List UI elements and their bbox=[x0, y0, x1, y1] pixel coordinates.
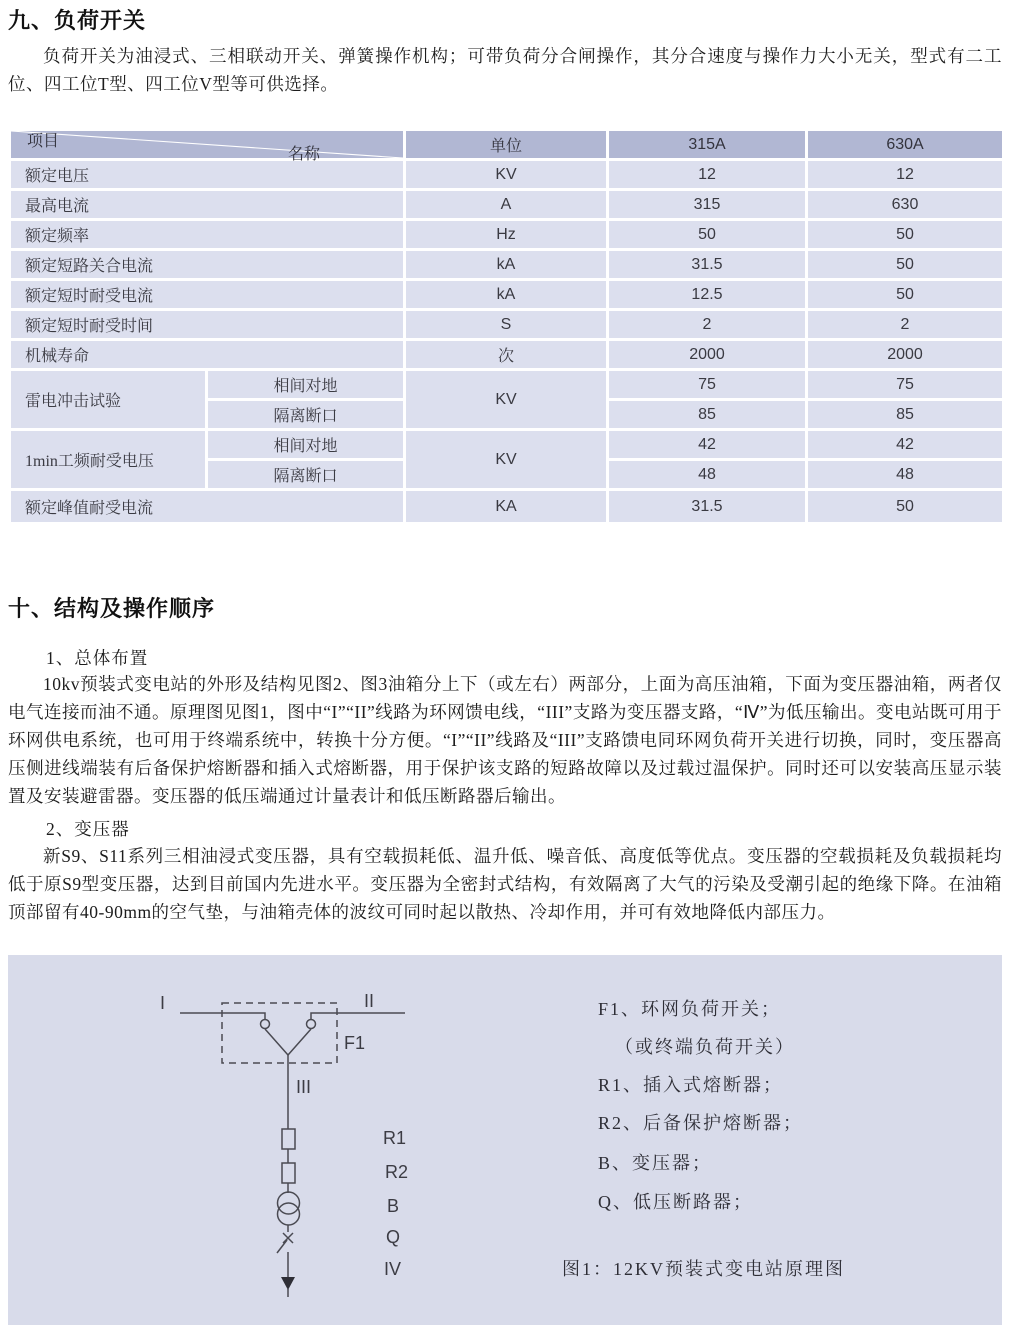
section9-heading: 九、负荷开关 bbox=[8, 8, 147, 33]
row-unit: KV bbox=[405, 160, 608, 190]
row-label: 额定短时耐受电流 bbox=[10, 280, 405, 310]
row-value-315: 12.5 bbox=[608, 280, 807, 310]
table-row bbox=[10, 190, 1004, 220]
row-value-630: 50 bbox=[807, 220, 1004, 250]
row-value-630: 2000 bbox=[807, 340, 1004, 370]
table-row bbox=[10, 250, 1004, 280]
table-header-row bbox=[10, 130, 1004, 160]
group-value-630: 75 bbox=[807, 370, 1004, 400]
label-iv: IV bbox=[384, 1259, 402, 1279]
group-value-630: 48 bbox=[807, 460, 1004, 490]
table-row bbox=[10, 490, 1004, 524]
section10-paragraph1: 10kv预装式变电站的外形及结构见图2、图3油箱分上下（或左右）两部分，上面为高压油箱，下面为变压器油箱，两者仅电气连接而油不通。原理图见图1，图中“I”“II”线路为环网馈电线，“III”支路为变压器支路，“Ⅳ”为低压输出。变电站既可用于环网供电系统，也可用于终端系统中，转换十分方便。“I”“II”线路及“III”支路馈电同环网负荷开关进行切换，同时，变压器高压侧进线端装有后备保护熔断器和插入式熔断器，用于保护该支路的短路故障以及过载过温保护。同时还可以安装高压显示装置及安装避雷器。变压器的低压端通过计量表计和低压断路器后输出。 bbox=[8, 674, 1003, 806]
header-unit: 单位 bbox=[405, 130, 608, 160]
row-value-315: 50 bbox=[608, 220, 807, 250]
group-value-315: 48 bbox=[608, 460, 807, 490]
section10-paragraph2: 新S9、S11系列三相油浸式变压器，具有空载损耗低、温升低、噪音低、高度低等优点。变压器的空载损耗及负载损耗均低于原S9型变压器，达到目前国内先进水平。变压器为全密封式结构，有效隔离了大气的污染及受潮引起的绝缘下降。在油箱顶部留有40-90mm的空气垫，与油箱壳体的波纹可同时起以散热、冷却作用，并可有效地降低内部压力。 bbox=[8, 846, 1002, 922]
label-branch-III: III bbox=[296, 1077, 312, 1097]
group-unit: KV bbox=[405, 370, 608, 430]
row-unit: kA bbox=[405, 250, 608, 280]
table-row bbox=[10, 340, 1004, 370]
label-f1: F1 bbox=[344, 1033, 366, 1053]
label-b: B bbox=[387, 1196, 400, 1216]
row-label: 额定短路关合电流 bbox=[10, 250, 405, 280]
row-label: 额定峰值耐受电流 bbox=[10, 490, 405, 524]
label-q: Q bbox=[386, 1227, 401, 1247]
table-group-row bbox=[10, 430, 1004, 460]
row-value-315: 31.5 bbox=[608, 490, 807, 524]
legend-item: （或终端负荷开关） bbox=[615, 1037, 795, 1057]
row-value-315: 2000 bbox=[608, 340, 807, 370]
group-value-315: 85 bbox=[608, 400, 807, 430]
legend-item: B、变压器； bbox=[598, 1153, 713, 1173]
spec-table bbox=[8, 128, 1005, 525]
legend-item: F1、环网负荷开关； bbox=[598, 999, 782, 1019]
table-row bbox=[10, 220, 1004, 250]
row-value-630: 50 bbox=[807, 490, 1004, 524]
circuit-diagram bbox=[8, 955, 448, 1325]
row-label: 机械寿命 bbox=[10, 340, 405, 370]
row-value-315: 12 bbox=[608, 160, 807, 190]
switch-contact-right-icon bbox=[307, 1020, 316, 1029]
group-value-315: 75 bbox=[608, 370, 807, 400]
row-unit: KA bbox=[405, 490, 608, 524]
row-value-315: 315 bbox=[608, 190, 807, 220]
label-line-I: I bbox=[160, 993, 166, 1013]
row-label: 额定短时耐受时间 bbox=[10, 310, 405, 340]
header-315a: 315A bbox=[608, 130, 807, 160]
row-value-630: 2 bbox=[807, 310, 1004, 340]
row-value-630: 630 bbox=[807, 190, 1004, 220]
breaker-q-icon bbox=[283, 1233, 293, 1243]
diagonal-header-cell bbox=[10, 130, 405, 163]
row-unit: S bbox=[405, 310, 608, 340]
group-label: 雷电冲击试验 bbox=[10, 370, 207, 430]
label-r2: R2 bbox=[385, 1162, 409, 1182]
load-switch-box bbox=[222, 1003, 337, 1063]
group-sub-label: 隔离断口 bbox=[207, 400, 405, 430]
group-value-630: 42 bbox=[807, 430, 1004, 460]
row-label: 最高电流 bbox=[10, 190, 405, 220]
header-corner-top-label: 名称 bbox=[288, 146, 321, 163]
group-unit: KV bbox=[405, 430, 608, 490]
row-value-630: 12 bbox=[807, 160, 1004, 190]
table-group-row bbox=[10, 370, 1004, 400]
group-value-315: 42 bbox=[608, 430, 807, 460]
group-value-630: 85 bbox=[807, 400, 1004, 430]
output-arrow-icon bbox=[281, 1277, 295, 1290]
group-sub-label: 相间对地 bbox=[207, 370, 405, 400]
row-value-630: 50 bbox=[807, 250, 1004, 280]
label-line-II: II bbox=[364, 991, 375, 1011]
row-value-630: 50 bbox=[807, 280, 1004, 310]
group-sub-label: 隔离断口 bbox=[207, 460, 405, 490]
row-unit: A bbox=[405, 190, 608, 220]
table-row bbox=[10, 310, 1004, 340]
table-row bbox=[10, 160, 1004, 190]
row-unit: Hz bbox=[405, 220, 608, 250]
fuse-r1-icon bbox=[282, 1129, 295, 1149]
table-row bbox=[10, 280, 1004, 310]
row-value-315: 31.5 bbox=[608, 250, 807, 280]
legend-item: Q、低压断路器； bbox=[598, 1192, 753, 1212]
header-corner-bottom-label: 项目 bbox=[27, 133, 60, 150]
figure-caption: 图1：12KV预装式变电站原理图 bbox=[562, 1259, 845, 1279]
header-630a: 630A bbox=[807, 130, 1004, 160]
row-unit: kA bbox=[405, 280, 608, 310]
line-II bbox=[311, 1013, 405, 1019]
row-unit: 次 bbox=[405, 340, 608, 370]
switch-contact-left-icon bbox=[261, 1020, 270, 1029]
legend-item: R2、后备保护熔断器； bbox=[598, 1113, 804, 1133]
section10-sub1: 1、总体布置 bbox=[46, 648, 149, 668]
breaker-blade bbox=[277, 1240, 287, 1253]
diagonal-line bbox=[11, 131, 403, 158]
legend-item: R1、插入式熔断器； bbox=[598, 1075, 784, 1095]
label-r1: R1 bbox=[383, 1128, 407, 1148]
section9-paragraph: 负荷开关为油浸式、三相联动开关、弹簧操作机构；可带负荷分合闸操作，其分合速度与操作力大小无关，型式有二工位、四工位T型、四工位V型等可供选择。 bbox=[8, 46, 1002, 94]
switch-blades bbox=[265, 1029, 311, 1055]
row-value-315: 2 bbox=[608, 310, 807, 340]
section10-sub2: 2、变压器 bbox=[46, 819, 130, 839]
row-label: 额定电压 bbox=[10, 160, 405, 190]
row-label: 额定频率 bbox=[10, 220, 405, 250]
figure-panel bbox=[8, 955, 1002, 1325]
fuse-r2-icon bbox=[282, 1163, 295, 1183]
section10-heading: 十、结构及操作顺序 bbox=[8, 596, 216, 621]
group-sub-label: 相间对地 bbox=[207, 430, 405, 460]
group-label: 1min工频耐受电压 bbox=[10, 430, 207, 490]
